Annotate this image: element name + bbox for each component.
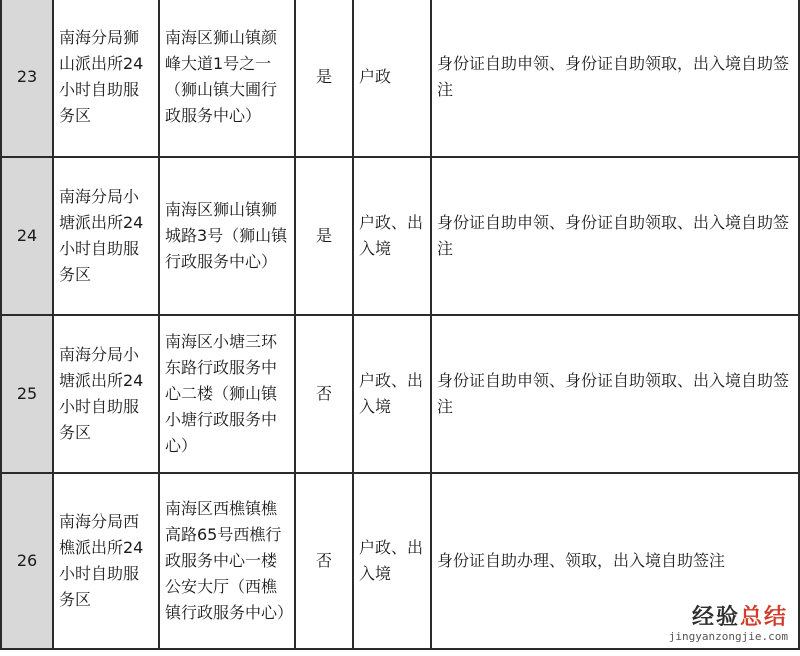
services-cell: 身份证自助申领、身份证自助领取，出入境自助签注 <box>431 0 799 157</box>
flag-cell: 是 <box>295 157 353 315</box>
business-type-cell: 户政 <box>353 0 431 157</box>
row-number: 24 <box>1 157 53 315</box>
service-area-name: 南海分局狮山派出所24小时自助服务区 <box>53 0 159 157</box>
flag-cell: 否 <box>295 473 353 649</box>
services-cell: 身份证自助办理、领取，出入境自助签注 <box>431 473 799 649</box>
business-type-cell: 户政、出入境 <box>353 157 431 315</box>
services-cell: 身份证自助申领、身份证自助领取、出入境自助签注 <box>431 157 799 315</box>
flag-cell: 是 <box>295 0 353 157</box>
flag-cell: 否 <box>295 315 353 473</box>
watermark-part2: 总结 <box>739 605 788 630</box>
address-cell: 南海区小塘三环东路行政服务中心二楼（狮山镇小塘行政服务中心） <box>159 315 295 473</box>
services-cell: 身份证自助申领、身份证自助领取、出入境自助签注 <box>431 315 799 473</box>
watermark-url: jingyanzongjie.com <box>668 630 788 643</box>
row-number: 25 <box>1 315 53 473</box>
business-type-cell: 户政、出入境 <box>353 315 431 473</box>
service-area-name: 南海分局西樵派出所24小时自助服务区 <box>53 473 159 649</box>
address-cell: 南海区狮山镇颜峰大道1号之一（狮山镇大圃行政服务中心） <box>159 0 295 157</box>
service-area-name: 南海分局小塘派出所24小时自助服务区 <box>53 315 159 473</box>
table-row <box>1 0 799 157</box>
address-cell: 南海区狮山镇狮城路3号（狮山镇行政服务中心） <box>159 157 295 315</box>
service-area-name: 南海分局小塘派出所24小时自助服务区 <box>53 157 159 315</box>
watermark-part1: 经验 <box>691 605 740 630</box>
row-number: 23 <box>1 0 53 157</box>
watermark <box>669 606 788 644</box>
watermark-title <box>669 606 788 630</box>
row-number: 26 <box>1 473 53 649</box>
address-cell: 南海区西樵镇樵高路65号西樵行政服务中心一楼公安大厅（西樵镇行政服务中心） <box>159 473 295 649</box>
table-row <box>1 315 799 473</box>
table-row <box>1 157 799 315</box>
business-type-cell: 户政、出入境 <box>353 473 431 649</box>
